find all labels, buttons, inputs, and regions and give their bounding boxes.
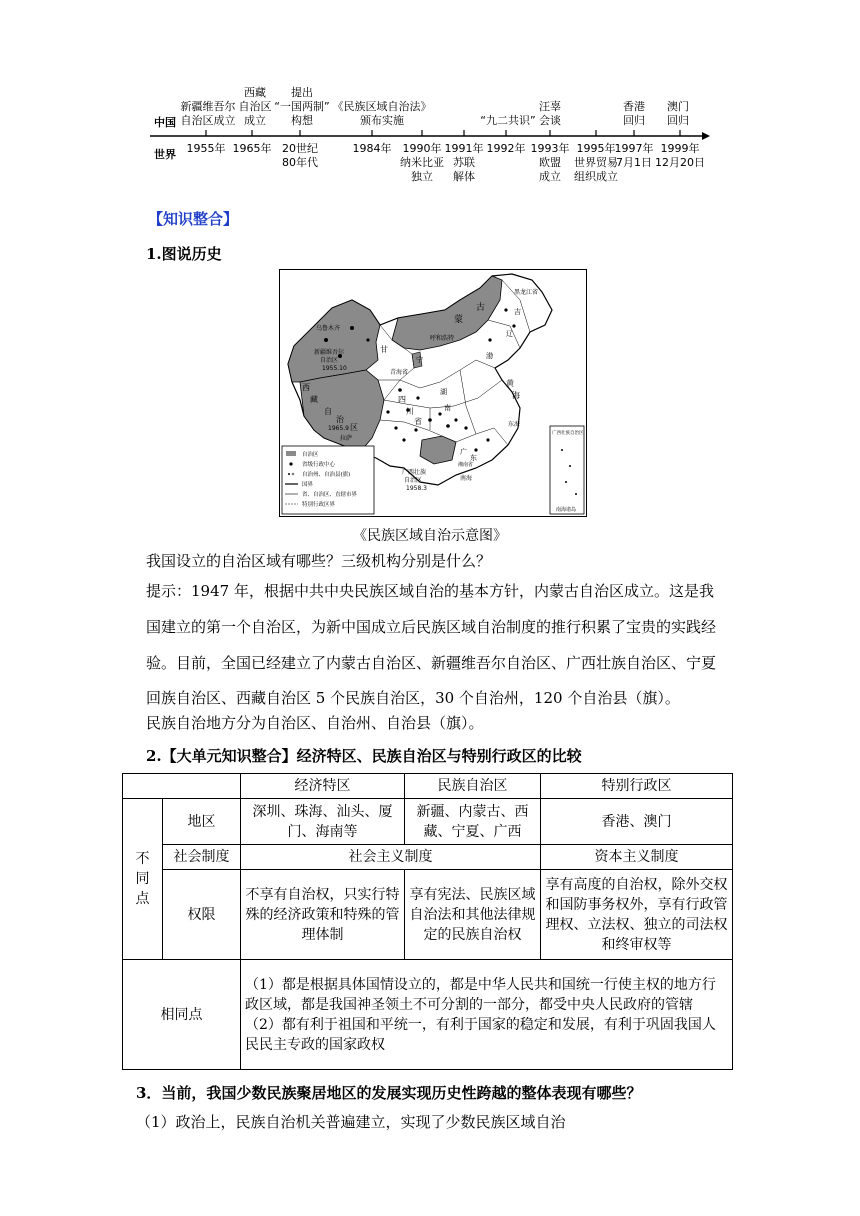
map-label-hohhot: 呼和浩特	[430, 335, 455, 342]
svg-text:自: 自	[324, 407, 332, 416]
svg-text:蒙: 蒙	[454, 315, 464, 325]
svg-text:广西壮族自治区: 广西壮族自治区	[552, 431, 584, 436]
timeline-event-china: 香港 回归	[623, 100, 645, 127]
legend-autonomous-region: 自治区	[302, 452, 319, 458]
svg-text:自治区: 自治区	[404, 477, 423, 484]
question-1: 我国设立的自治区域有哪些？三级机构分别是什么？	[146, 552, 492, 570]
section-3-paragraph: （1）政治上，民族自治机关普遍建立，实现了少数民族区域自治	[136, 1113, 566, 1131]
table-row	[123, 870, 733, 960]
cell-value: 资本主义制度	[541, 845, 733, 870]
table-row	[123, 774, 733, 799]
map-label-lhasa: 拉萨	[340, 435, 353, 442]
timeline-row-world: 世界	[154, 148, 176, 161]
legend-prefecture: 自治州、自治县(旗)	[302, 472, 351, 478]
timeline-event-world: 20世纪 80年代	[282, 142, 318, 169]
svg-text:川: 川	[406, 407, 414, 416]
header-ethnic: 民族自治区	[405, 774, 541, 799]
timeline-event-china: “九二共识”	[480, 114, 536, 127]
svg-text:黄: 黄	[506, 379, 514, 388]
south-sea-islands-inset	[550, 426, 584, 514]
table-row	[123, 799, 733, 845]
svg-text:渤: 渤	[486, 352, 493, 360]
svg-text:1958.3: 1958.3	[406, 485, 427, 492]
diff-label: 不 同 点	[123, 799, 163, 960]
section-label: 【知识整合】	[148, 210, 239, 228]
timeline-row-china: 中国	[154, 116, 176, 129]
svg-text:1955.10: 1955.10	[322, 365, 347, 372]
timeline-event-world: 1965年	[232, 142, 272, 155]
row-label-system: 社会制度	[163, 845, 241, 870]
map-label-south-sea-islands: 南海诸岛	[556, 507, 577, 513]
same-point-1: （1）都是根据具体国情设立的，都是中华人民共和国统一行使主权的地方行政区域，都是我国神圣领土不可分割的一部分，都受中央人民政府的管辖	[245, 976, 716, 1013]
svg-text:广西壮族: 广西壮族	[402, 469, 427, 476]
table-row	[123, 845, 733, 870]
table-row	[123, 960, 733, 1070]
same-point-2: （2）都有利于祖国和平统一，有利于国家的稳定和发展，有利于巩固我国人民民主专政的国家政权	[245, 1016, 716, 1053]
cell-value: 社会主义制度	[241, 845, 541, 870]
same-label: 相同点	[123, 960, 241, 1070]
timeline-event-world: 1984年	[352, 142, 392, 155]
cell-value: 香港、澳门	[541, 799, 733, 845]
svg-text:湘南省: 湘南省	[458, 462, 474, 468]
timeline-event-world: 1955年	[186, 142, 226, 155]
map-caption: 《民族区域自治示意图》	[353, 528, 507, 544]
legend-province-border: 省、自治区、直辖市界	[302, 492, 358, 498]
china-map-figure	[280, 270, 586, 516]
answer-line: 回族自治区、西藏自治区 5 个民族自治区，30 个自治州，120 个自治县（旗）。	[146, 689, 680, 707]
header-sez: 经济特区	[241, 774, 405, 799]
autonomy-map	[279, 269, 587, 517]
row-label-region: 地区	[163, 799, 241, 845]
timeline-event-world: 1993年 欧盟 成立	[530, 142, 570, 183]
svg-text:甘: 甘	[380, 345, 388, 354]
timeline-event-china: 新疆维吾尔 自治区成立	[180, 100, 236, 127]
svg-text:1965.9: 1965.9	[328, 425, 349, 432]
comparison-table	[122, 773, 733, 1070]
svg-text:古: 古	[476, 303, 486, 313]
svg-text:东: 东	[470, 454, 477, 462]
answer-line: 验。目前，全国已经建立了内蒙古自治区、新疆维吾尔自治区、广西壮族自治区、宁夏	[146, 654, 717, 672]
map-label-urumqi: 乌鲁木齐	[316, 325, 341, 332]
row-label-power: 权限	[163, 870, 241, 960]
map-label-xinjiang: 新疆维吾尔	[314, 349, 345, 356]
timeline-event-world: 1990年 纳米比亚 独立	[400, 142, 444, 183]
timeline-event-world: 1999年 12月20日	[655, 142, 705, 169]
answer-line: 民族自治地方分为自治区、自治州、自治县（旗）。	[146, 714, 484, 732]
legend-national-border: 国界	[302, 482, 314, 488]
cell-value: 新疆、内蒙古、西藏、宁夏、广西	[405, 799, 541, 845]
svg-text:湖: 湖	[440, 388, 447, 396]
svg-text:区: 区	[350, 423, 358, 432]
section-2-title: 2.【大单元知识整合】经济特区、民族自治区与特别行政区的比较	[146, 747, 582, 765]
cell-value: 享有宪法、民族区域自治法和其他法律规定的民族自治权	[405, 870, 541, 960]
svg-text:南: 南	[444, 404, 451, 412]
svg-text:治: 治	[336, 415, 344, 424]
cell-value: 深圳、珠海、汕头、厦门、海南等	[241, 799, 405, 845]
header-sar: 特别行政区	[541, 774, 733, 799]
timeline-event-china: 西藏 自治区 成立	[238, 86, 272, 127]
svg-text:自治区: 自治区	[320, 357, 339, 364]
section-3-title: 3．当前，我国少数民族聚居地区的发展实现历史性跨越的整体表现有哪些？	[136, 1084, 642, 1102]
map-label-south-sea: 南海	[460, 475, 473, 482]
timeline-event-china: 汪辜 会谈	[539, 100, 561, 127]
svg-text:海: 海	[512, 391, 520, 400]
timeline	[150, 70, 710, 200]
svg-text:西: 西	[302, 383, 310, 392]
svg-text:青海省: 青海省	[390, 369, 409, 376]
svg-text:广: 广	[460, 448, 467, 456]
section-1-title: 1.图说历史	[146, 245, 222, 263]
cell-value: 不享有自治权，只实行特殊的经济政策和特殊的管理体制	[241, 870, 405, 960]
timeline-event-china: 澳门 回归	[667, 100, 689, 127]
svg-text:宁: 宁	[416, 356, 423, 364]
timeline-event-world: 1997年 7月1日	[614, 142, 654, 169]
timeline-event-world: 1992年	[486, 142, 526, 155]
svg-text:吉: 吉	[514, 308, 521, 316]
timeline-event-world: 1995年 世界贸易 组织成立	[574, 142, 618, 183]
timeline-event-china: 提出 “一国两制” 构想	[274, 86, 330, 127]
legend-capital: 省级行政中心	[302, 462, 336, 468]
legend-sar-border: 特别行政区界	[302, 502, 336, 508]
answer-line: 提示：1947 年，根据中共中央民族区域自治的基本方针，内蒙古自治区成立。这是我	[146, 582, 714, 600]
cell-value: 享有高度的自治权，除外交权和国防事务权外，享有行政管理权、立法权、独立的司法权和终审权等	[541, 870, 733, 960]
map-label-heilongjiang: 黑龙江省	[514, 289, 539, 296]
svg-text:藏: 藏	[310, 395, 318, 404]
svg-text:省: 省	[414, 417, 422, 426]
timeline-event-china: 《民族区域自治法》 颁布实施	[332, 100, 432, 127]
same-points	[241, 960, 733, 1070]
timeline-event-world: 1991年 苏联 解体	[444, 142, 484, 183]
map-label-east-sea: 东海	[508, 421, 521, 428]
answer-line: 国建立的第一个自治区，为新中国成立后民族区域自治制度的推行积累了宝贵的实践经	[146, 618, 717, 636]
svg-text:四: 四	[398, 395, 406, 404]
svg-text:辽: 辽	[506, 330, 513, 338]
